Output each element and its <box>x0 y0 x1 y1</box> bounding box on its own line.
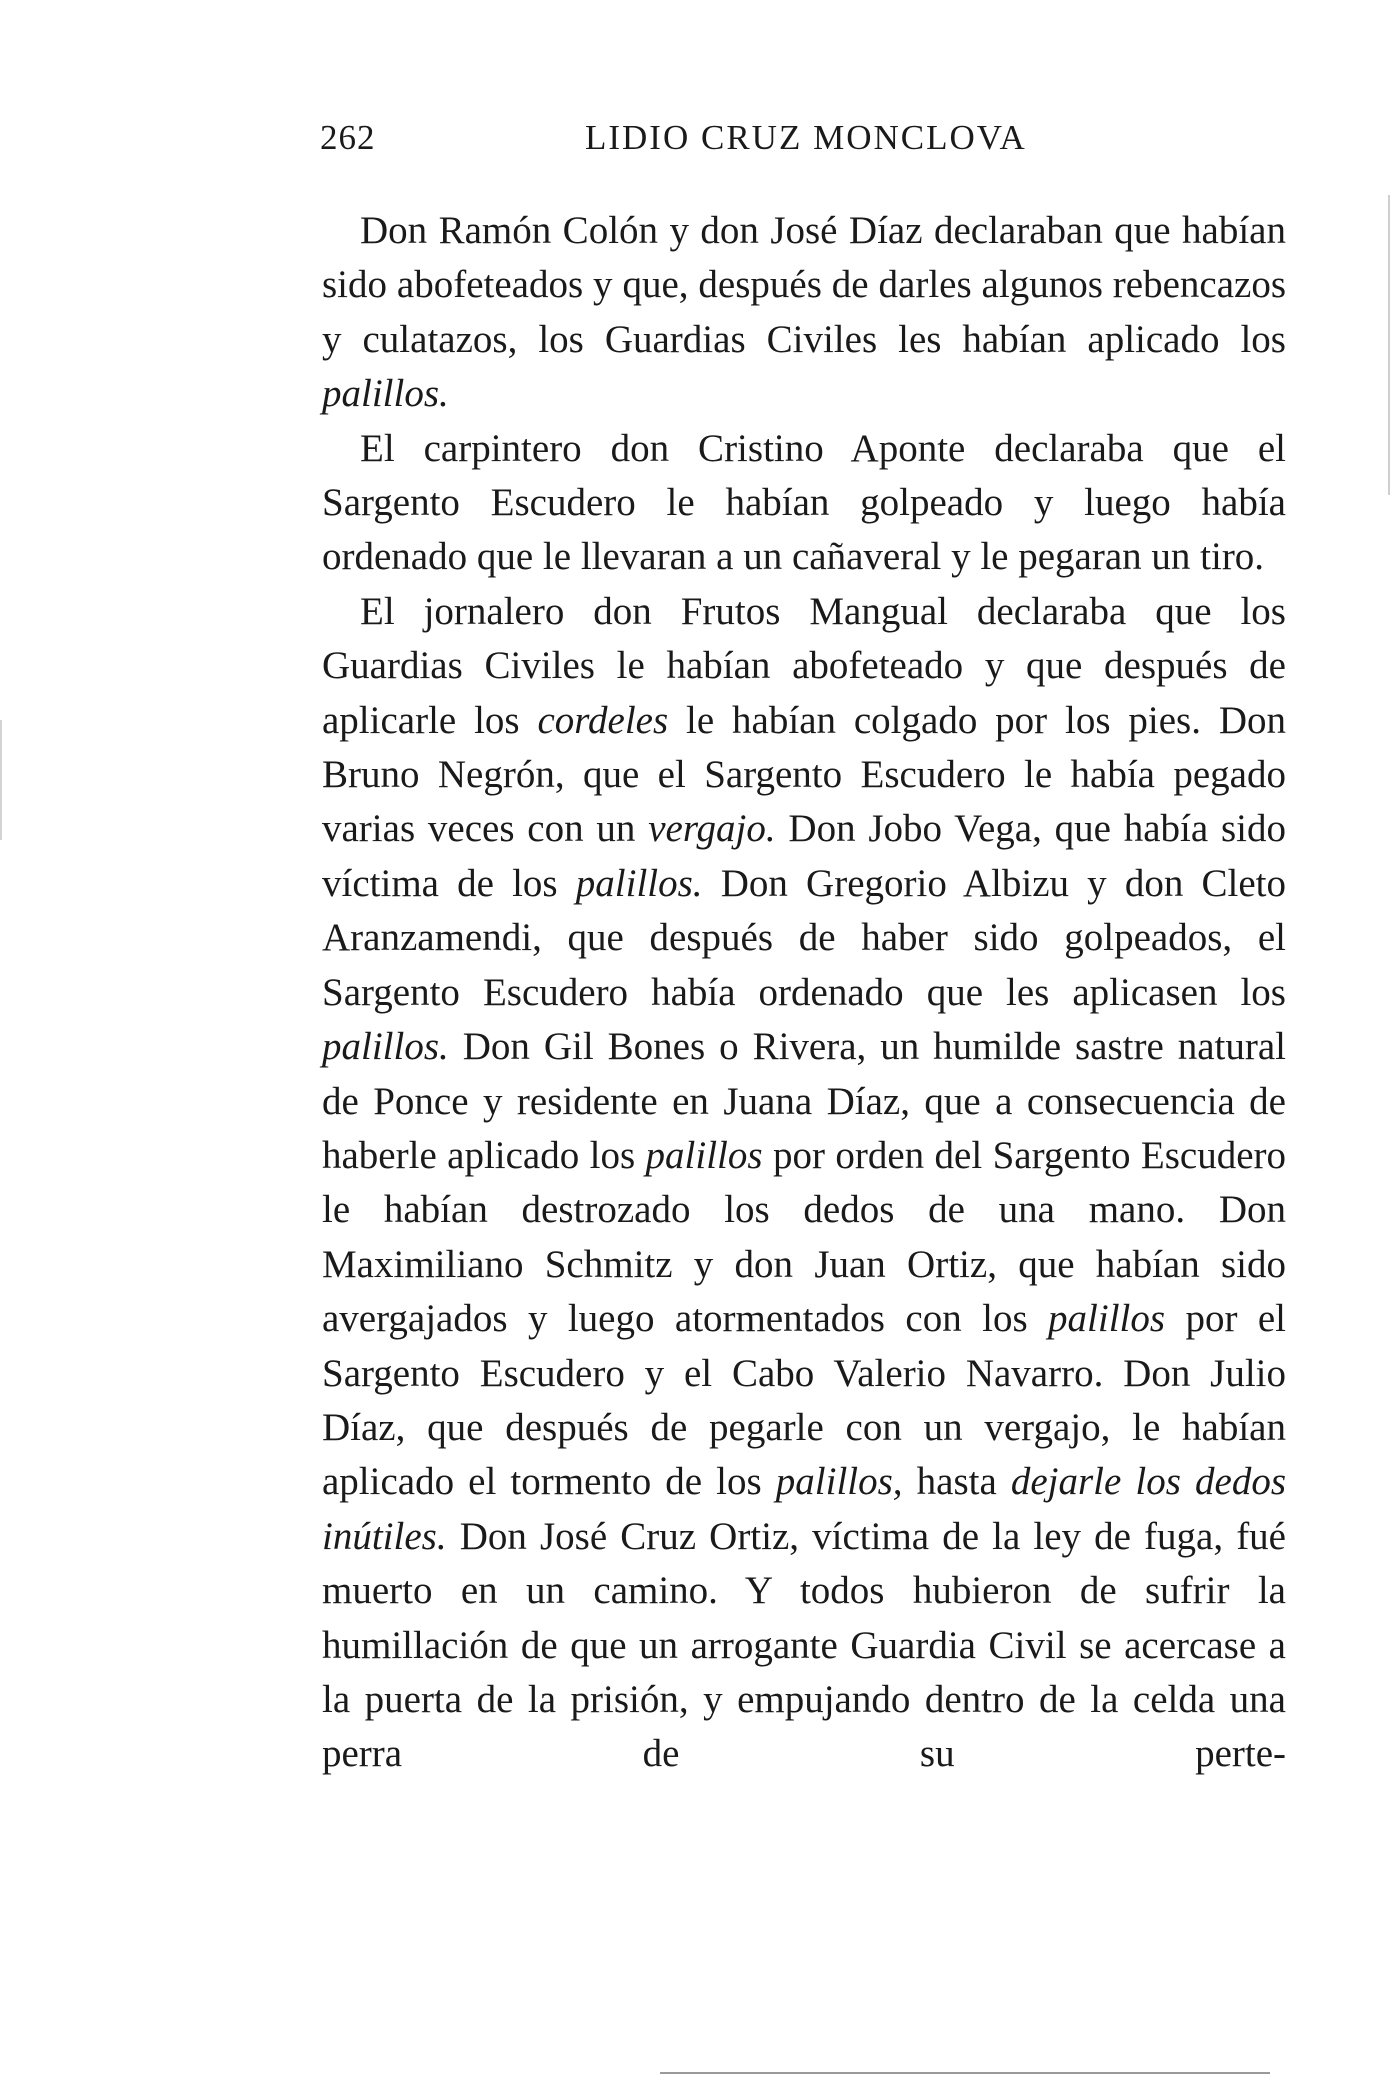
paragraph-3 <box>322 585 1286 1782</box>
scan-edge-bottom <box>660 2072 1270 2074</box>
page-number: 262 <box>320 118 376 157</box>
italic-text: vergajo. <box>648 807 776 851</box>
text-run: le habían colgado por los pies. Don Bruno Negrón, que el Sargento Escudero le había pegado varias veces con un <box>322 698 1287 851</box>
text-run: Don Jobo Vega, que había sido víctima de los <box>322 807 1286 905</box>
italic-text: palillos. <box>322 1025 449 1069</box>
page-header <box>320 118 1320 168</box>
italic-text: palillos <box>1048 1297 1166 1341</box>
italic-text: palillos <box>645 1133 763 1177</box>
text-run: Don José Cruz Ortiz, víctima de la ley de fuga, fué muerto en un camino. Y todos hubieron de sufrir la humillación de que un arrogante Guardia Civil se acercase a la puerta de la prisión, y empujando dentro de la celda una perra de su perte- <box>322 1514 1286 1776</box>
italic-text: cordeles <box>537 698 669 742</box>
text-run: por el Sargento Escudero y el Cabo Valerio Navarro. Don Julio Díaz, que después de pegarle con un vergajo, le habían aplicado el tormento de los <box>322 1297 1286 1504</box>
scan-edge-left <box>0 720 2 840</box>
italic-text: palillos. <box>575 861 703 905</box>
italic-text: dejarle los dedos inútiles. <box>322 1460 1286 1558</box>
scan-edge-right <box>1388 195 1390 495</box>
text-run: hasta <box>902 1460 1011 1504</box>
running-head: LIDIO CRUZ MONCLOVA <box>585 118 1027 157</box>
paragraph-1 <box>322 204 1286 422</box>
body-text <box>322 204 1286 1782</box>
paragraph-2 <box>322 422 1286 585</box>
text-run: Don Gil Bones o Rivera, un humilde sastre natural de Ponce y residente en Juana Díaz, que a consecuencia de haberle aplicado los <box>322 1025 1286 1177</box>
text-run: Don Ramón Colón y don José Díaz declaraban que habían sido abofeteados y que, después de darles algunos rebencazos y culatazos, los Guardias Civiles les habían aplicado los <box>322 209 1286 361</box>
text-run: El jornalero don Frutos Mangual declaraba que los Guardias Civiles le habían abofeteado y que después de aplicarle los <box>322 589 1286 742</box>
text-run: Don Gregorio Albizu y don Cleto Aranzamendi, que después de haber sido golpeados, el Sargento Escudero había ordenado que les aplicasen los <box>322 861 1286 1014</box>
text-run: El carpintero don Cristino Aponte declaraba que el Sargento Escudero le habían golpeado y luego había ordenado que le llevaran a un cañaveral y le pegaran un tiro. <box>322 426 1286 579</box>
text-run: por orden del Sargento Escudero le habían destrozado los dedos de una mano. Don Maximiliano Schmitz y don Juan Ortiz, que habían sido avergajados y luego atormentados con los <box>322 1133 1286 1341</box>
italic-text: palillos, <box>775 1460 903 1504</box>
italic-text: palillos. <box>322 372 449 416</box>
